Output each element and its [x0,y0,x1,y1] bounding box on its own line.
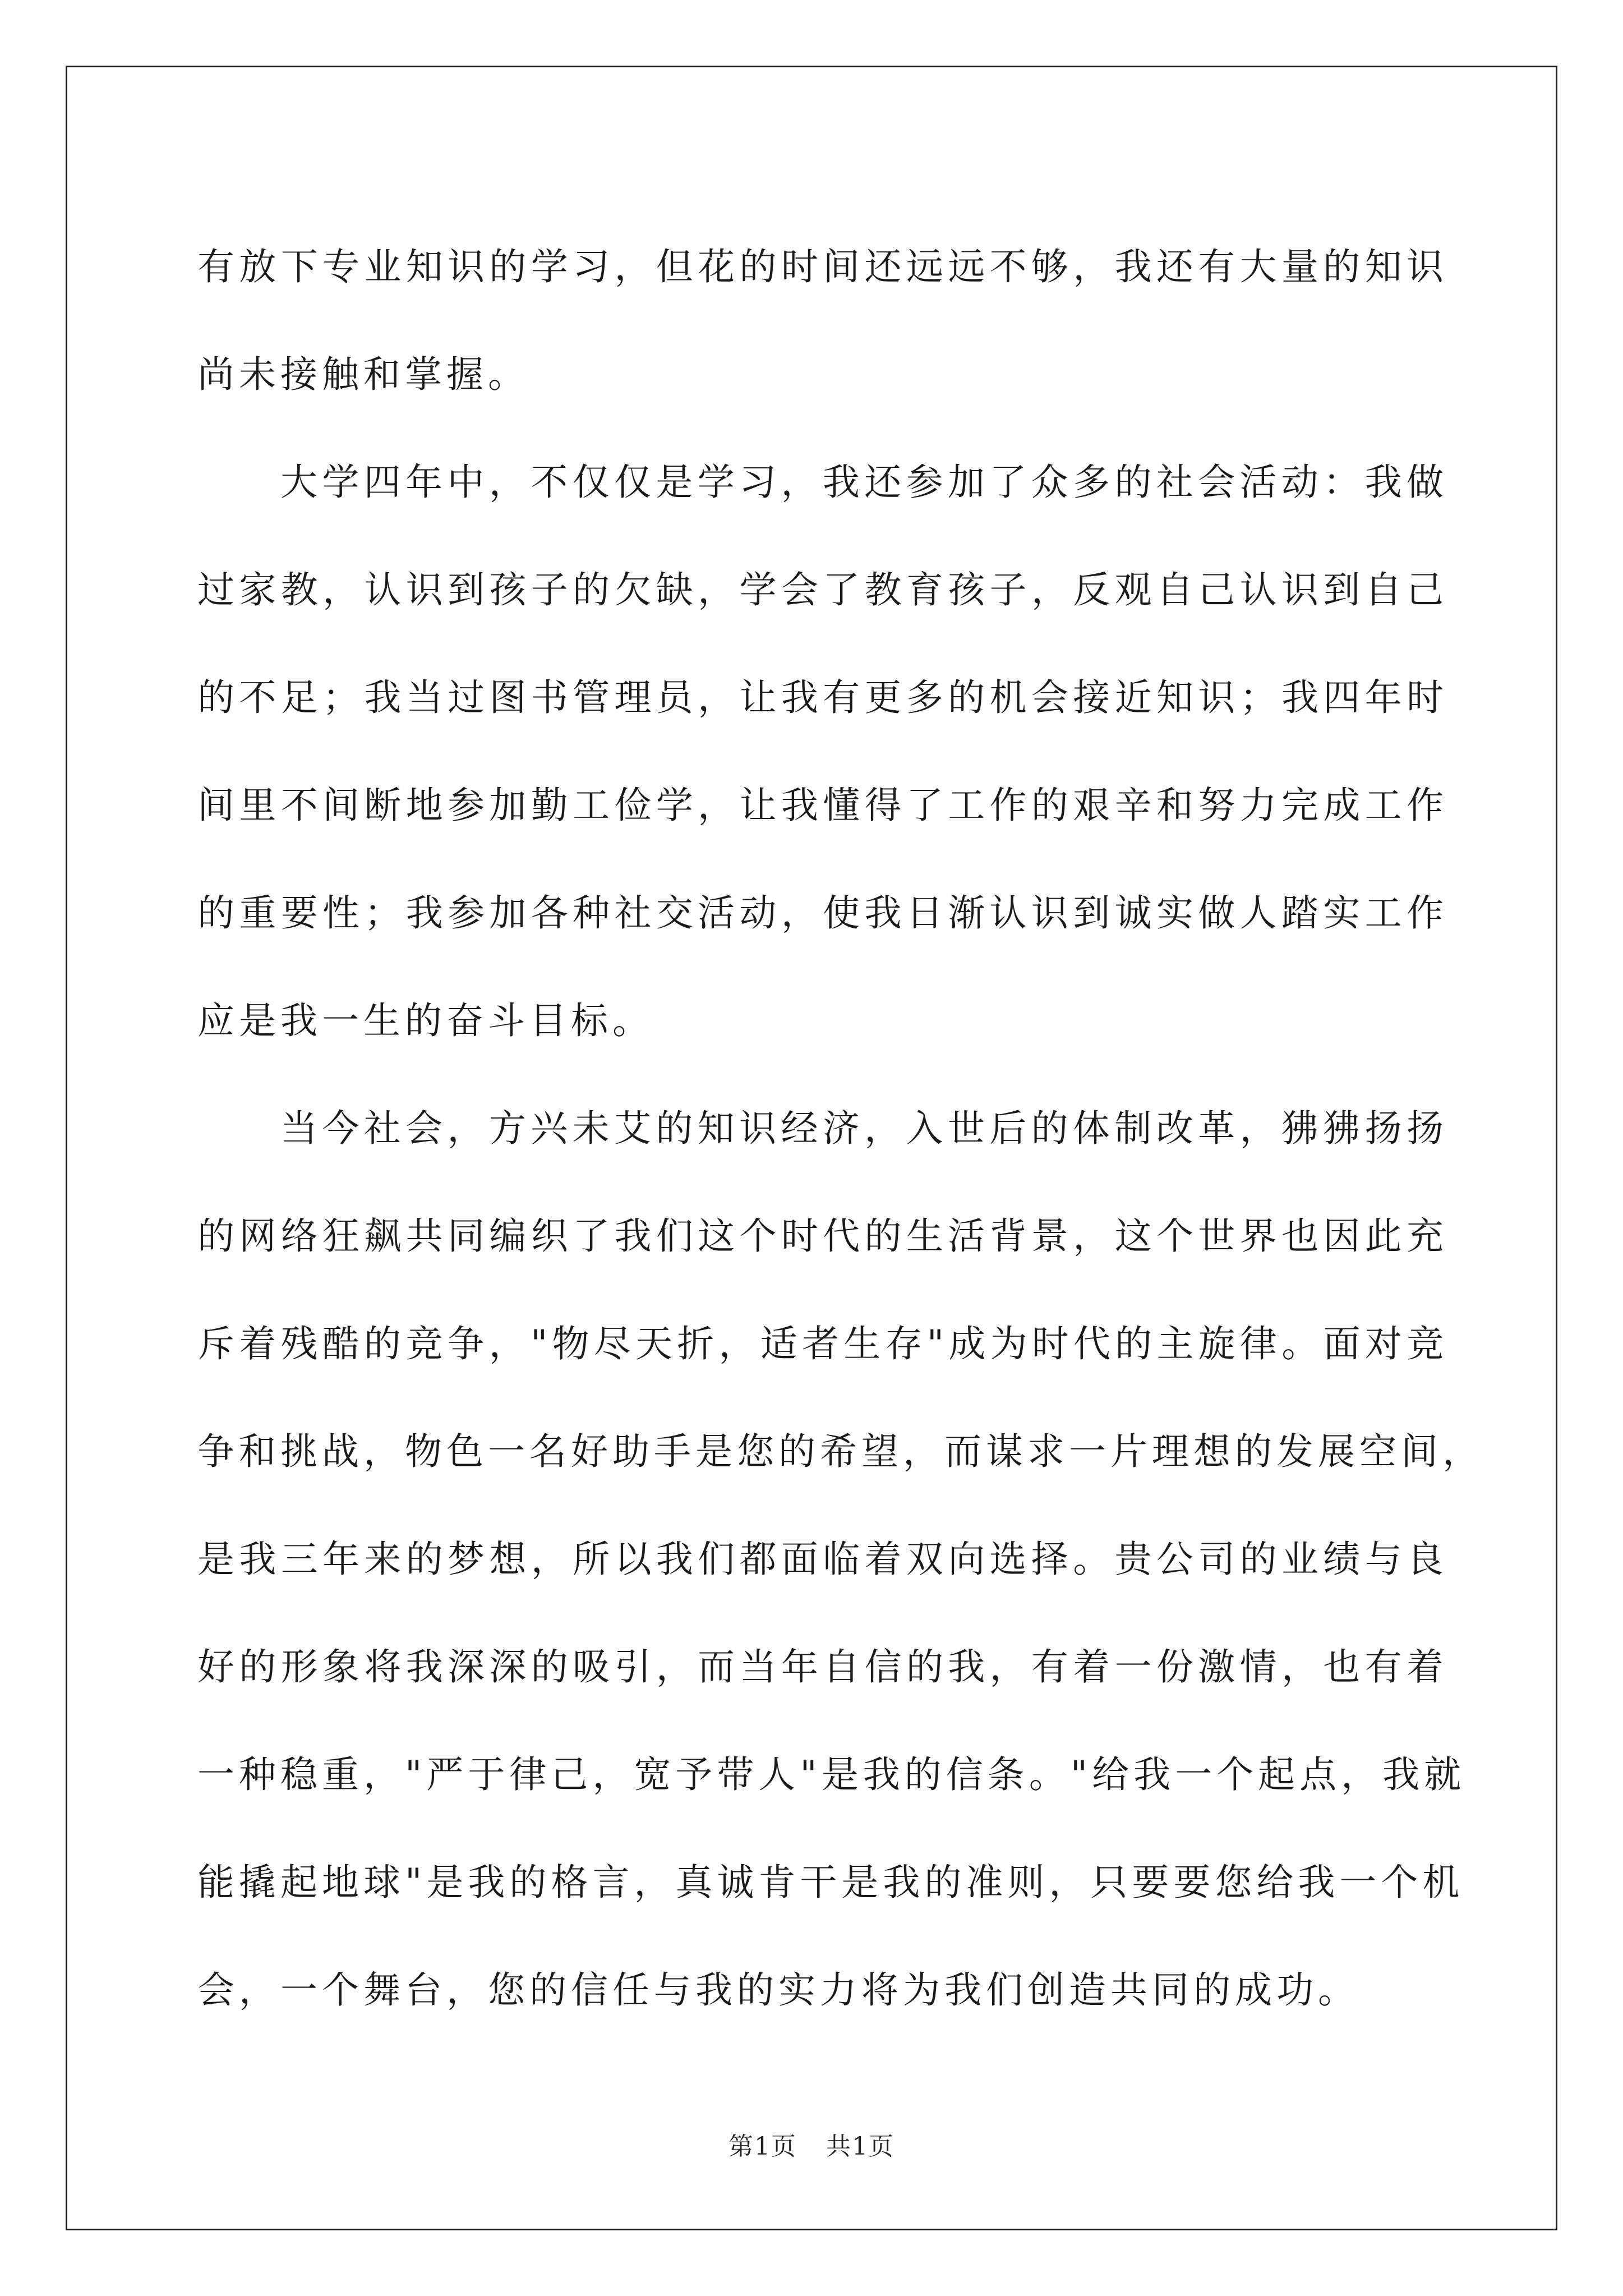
text-line: 尚未接触和掌握。 [197,353,529,396]
text-line: 的不足；我当过图书管理员，让我有更多的机会接近知识；我四年时 [197,676,1448,719]
page-footer [0,2126,1623,2162]
text-line: 的重要性；我参加各种社交活动，使我日渐认识到诚实做人踏实工作 [197,891,1448,935]
text-line: 斥着残酷的竞争，"物尽天折，适者生存"成为时代的主旋律。面对竞 [197,1322,1448,1365]
text-line: 有放下专业知识的学习，但花的时间还远远不够，我还有大量的知识 [197,245,1448,288]
text-line: 过家教，认识到孩子的欠缺，学会了教育孩子，反观自己认识到自己 [197,568,1448,611]
text-line: 大学四年中，不仅仅是学习，我还参加了众多的社会活动：我做 [280,461,1448,504]
text-line: 会，一个舞台，您的信任与我的实力将为我们创造共同的成功。 [197,1968,1359,2012]
page-number-current: 第1页 [728,2132,797,2161]
text-line: 的网络狂飙共同编织了我们这个时代的生活背景，这个世界也因此充 [197,1214,1448,1258]
text-line: 应是我一生的奋斗目标。 [197,999,654,1042]
text-line: 当今社会，方兴未艾的知识经济，入世后的体制改革，狒狒扬扬 [280,1107,1448,1150]
text-line: 能撬起地球"是我的格言，真诚肯干是我的准则，只要要您给我一个机 [197,1861,1464,1904]
text-line: 间里不间断地参加勤工俭学，让我懂得了工作的艰辛和努力完成工作 [197,784,1448,827]
text-line: 是我三年来的梦想，所以我们都面临着双向选择。贵公司的业绩与良 [197,1538,1448,1581]
text-line: 好的形象将我深深的吸引，而当年自信的我，有着一份激情，也有着 [197,1645,1448,1688]
text-line: 争和挑战，物色一名好助手是您的希望，而谋求一片理想的发展空间， [197,1430,1484,1473]
page-number-total: 共1页 [826,2132,895,2161]
text-line: 一种稳重，"严于律己，宽予带人"是我的信条。"给我一个起点，我就 [197,1753,1466,1796]
document-body [197,213,1484,2044]
